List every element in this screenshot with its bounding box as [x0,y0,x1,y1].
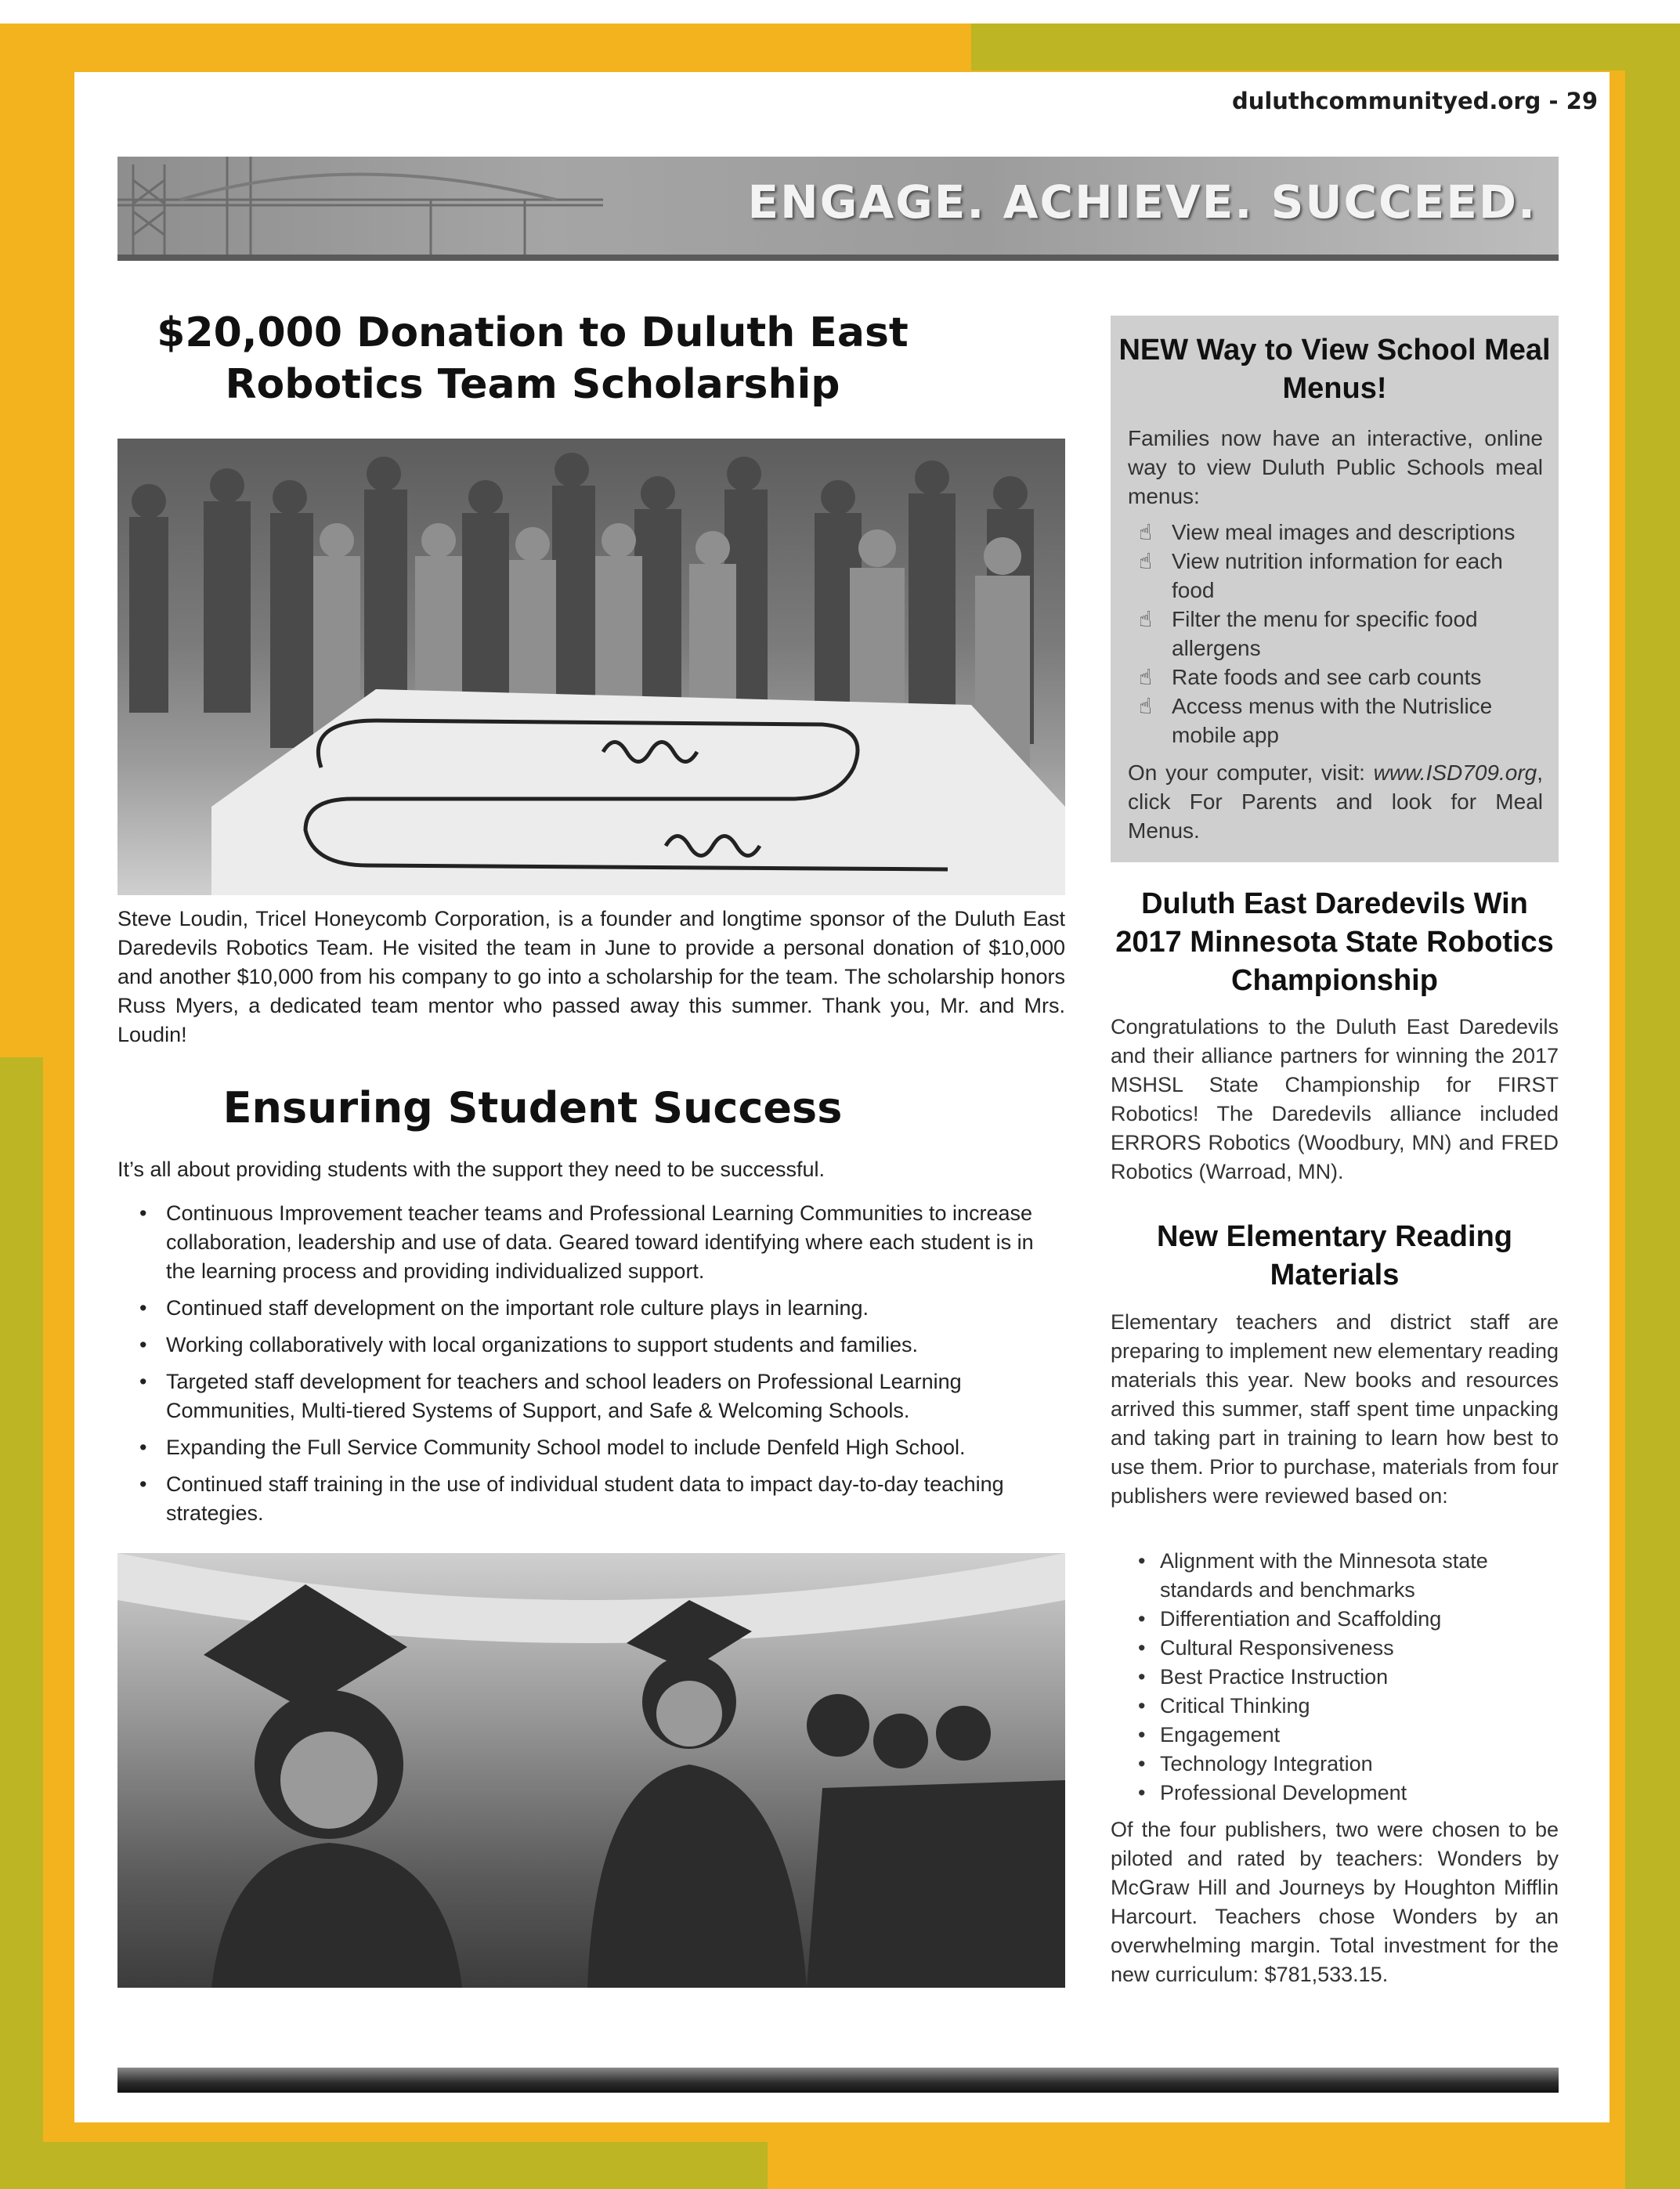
page-frame-olive-left [0,1057,43,2189]
pointer-hand-icon: ☝ [1139,694,1153,718]
list-item: ☝ Access menus with the Nutrislice mobile app [1128,692,1543,750]
list-item: • Alignment with the Minnesota state standards and benchmarks [1138,1549,1488,1602]
meal-menus-intro: Families now have an interactive, online way to view Duluth Public Schools meal menus: [1128,426,1543,508]
list-item: ☝ View meal images and descriptions [1128,518,1543,547]
list-item: • Engagement [1138,1723,1281,1747]
page-frame-olive-bottom [0,2142,768,2189]
list-item: ☝ Rate foods and see carb counts [1128,663,1543,692]
reading-conclusion: Of the four publishers, two were chosen to be piloted and rated by teachers: Wonders by McGraw Hill and Journeys by Houghton Mifflin Harcourt. Teachers chose Wonders by an overwhelming margin. Total investment for the new curriculum: $781,533.15. [1111,1818,1559,1986]
list-item: • Expanding the Full Service Community School model to include Denfeld High School. [139,1436,966,1459]
list-item: • Best Practice Instruction [1138,1665,1389,1689]
footer-bar [117,2068,1559,2093]
list-item: ☝ Filter the menu for specific food allergens [1128,605,1543,663]
list-item: ☝ View nutrition information for each food [1128,547,1543,605]
pointer-hand-icon: ☝ [1139,549,1153,573]
list-item: • Targeted staff development for teachers and school leaders on Professional Learning Communities, Multi-tiered Systems of Support, and Safe & Welcoming Schools. [139,1370,962,1422]
list-item: • Professional Development [1138,1781,1407,1804]
success-heading: Ensuring Student Success [222,1083,843,1132]
page-frame-olive-right [1625,23,1680,2189]
isd709-link[interactable]: www.ISD709.org [1373,760,1537,785]
pointer-hand-icon: ☝ [1139,520,1153,544]
pointer-hand-icon: ☝ [1139,607,1153,631]
reading-heading: New Elementary Reading Materials [1156,1220,1513,1291]
list-item: • Continuous Improvement teacher teams and Professional Learning Communities to increase collaboration, leadership and use of data. Geared toward identifying where each student is in the learning process and providing individualized support. [139,1201,1034,1283]
list-item: • Technology Integration [1138,1752,1373,1775]
list-item: • Differentiation and Scaffolding [1138,1607,1442,1631]
graduation-photo-illustration [117,1553,1065,1988]
header-banner [117,157,1559,261]
meal-menus-feature-list [1128,518,1543,750]
success-bullet-list [125,1199,1065,1536]
daredevils-body: Congratulations to the Duluth East Daredevils and their alliance partners for winning the 2017 MSHSL State Championship for FIRST Robotics! The Daredevils alliance included ERRORS Robotics (Woodbury, MN) and FRED Robotics (Warroad, MN). [1111,1015,1559,1183]
meal-menus-box [1111,316,1559,862]
robotics-photo-illustration [117,439,1065,895]
donation-heading: $20,000 Donation to Duluth East Robotics Team Scholarship [157,309,909,408]
site-page-number: duluthcommunityed.org - 29 [1231,88,1598,114]
list-item: • Cultural Responsiveness [1138,1636,1394,1660]
donation-caption: Steve Loudin, Tricel Honeycomb Corporation, is a founder and longtime sponsor of the Duluth East Daredevils Robotics Team. He visited the team in June to provide a personal donation of $10,000 and another $10,000 from his company to go into a scholarship for the team. The scholarship honors Russ Myers, a dedicated team mentor who passed away this summer. Thank you, Mr. and Mrs. Loudin! [117,907,1065,1046]
list-item: • Continued staff training in the use of individual student data to impact day-to-day teaching strategies. [139,1472,1004,1525]
meal-menus-footer: On your computer, visit: www.ISD709.org, click For Parents and look for Meal Menus. [1128,760,1543,843]
success-intro: It’s all about providing students with the support they need to be successful. [117,1158,826,1181]
graduation-photo [117,1553,1065,1988]
list-item: • Critical Thinking [1138,1694,1310,1718]
robotics-team-photo [117,439,1065,895]
reading-body: Elementary teachers and district staff are preparing to implement new elementary reading materials this year. New books and resources arrived this summer, staff spent time unpacking and taking part in training to learn how best to use them. Prior to purchase, materials from four publishers were reviewed based on: [1111,1310,1559,1508]
list-item: • Working collaboratively with local organizations to support students and families. [139,1333,918,1356]
list-item: • Continued staff development on the important role culture plays in learning. [139,1296,869,1320]
meal-menus-heading: NEW Way to View School Meal Menus! [1118,334,1551,405]
pointer-hand-icon: ☝ [1139,665,1153,689]
page-frame-olive-top [971,23,1680,70]
daredevils-heading: Duluth East Daredevils Win 2017 Minnesota State Robotics Championship [1115,887,1554,997]
reading-criteria-list [1132,1547,1555,1808]
banner-tagline: ENGAGE. ACHIEVE. SUCCEED. [747,175,1537,229]
